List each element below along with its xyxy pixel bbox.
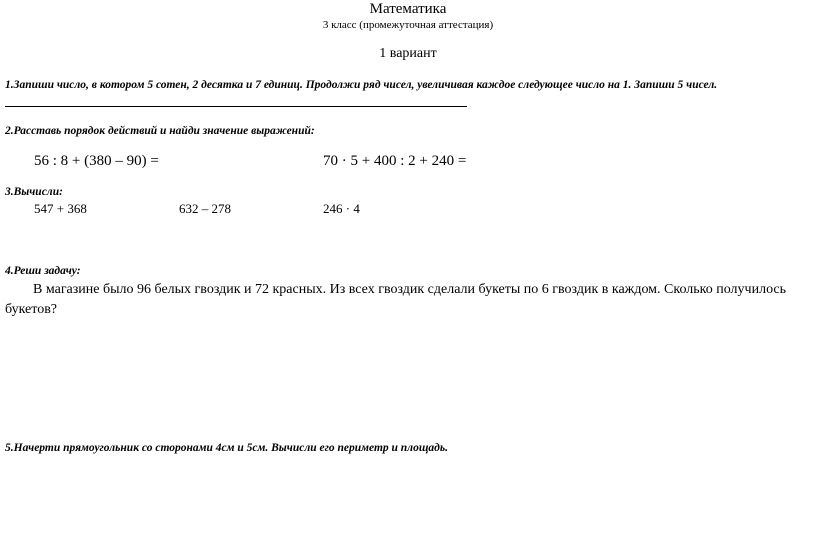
task-3-expression-2: 632 – 278 xyxy=(179,201,231,216)
task-1-answer-line xyxy=(5,106,467,107)
task-2-text: 2.Расставь порядок действий и найди значение выражений: xyxy=(5,125,315,137)
task-3-text: 3.Вычисли: xyxy=(5,186,63,198)
task-5-text: 5.Начерти прямоугольник со сторонами 4см и 5см. Вычисли его периметр и площадь. xyxy=(5,442,448,454)
task-4-problem: В магазине было 96 белых гвоздик и 72 красных. Из всех гвоздик сделали букеты по 6 гвоздик в каждом. Сколько получилось букетов? xyxy=(5,282,787,317)
task-1-text: 1.Запиши число, в котором 5 сотен, 2 десятка и 7 единиц. Продолжи ряд чисел, увеличивая каждое следующее число на 1. Запиши 5 чисел. xyxy=(5,79,718,91)
page-subtitle: 3 класс (промежуточная аттестация) xyxy=(322,19,494,31)
task-2-expression-2: 70 · 5 + 400 : 2 + 240 = xyxy=(323,153,467,169)
task-3-expression-1: 547 + 368 xyxy=(34,201,87,216)
task-2-expression-1: 56 : 8 + (380 – 90) = xyxy=(34,153,159,169)
variant-label: 1 вариант xyxy=(379,46,437,61)
page-title: Математика xyxy=(369,1,447,17)
task-4-text: 4.Реши задачу: xyxy=(5,265,81,277)
task-3-expression-3: 246 · 4 xyxy=(323,201,360,216)
